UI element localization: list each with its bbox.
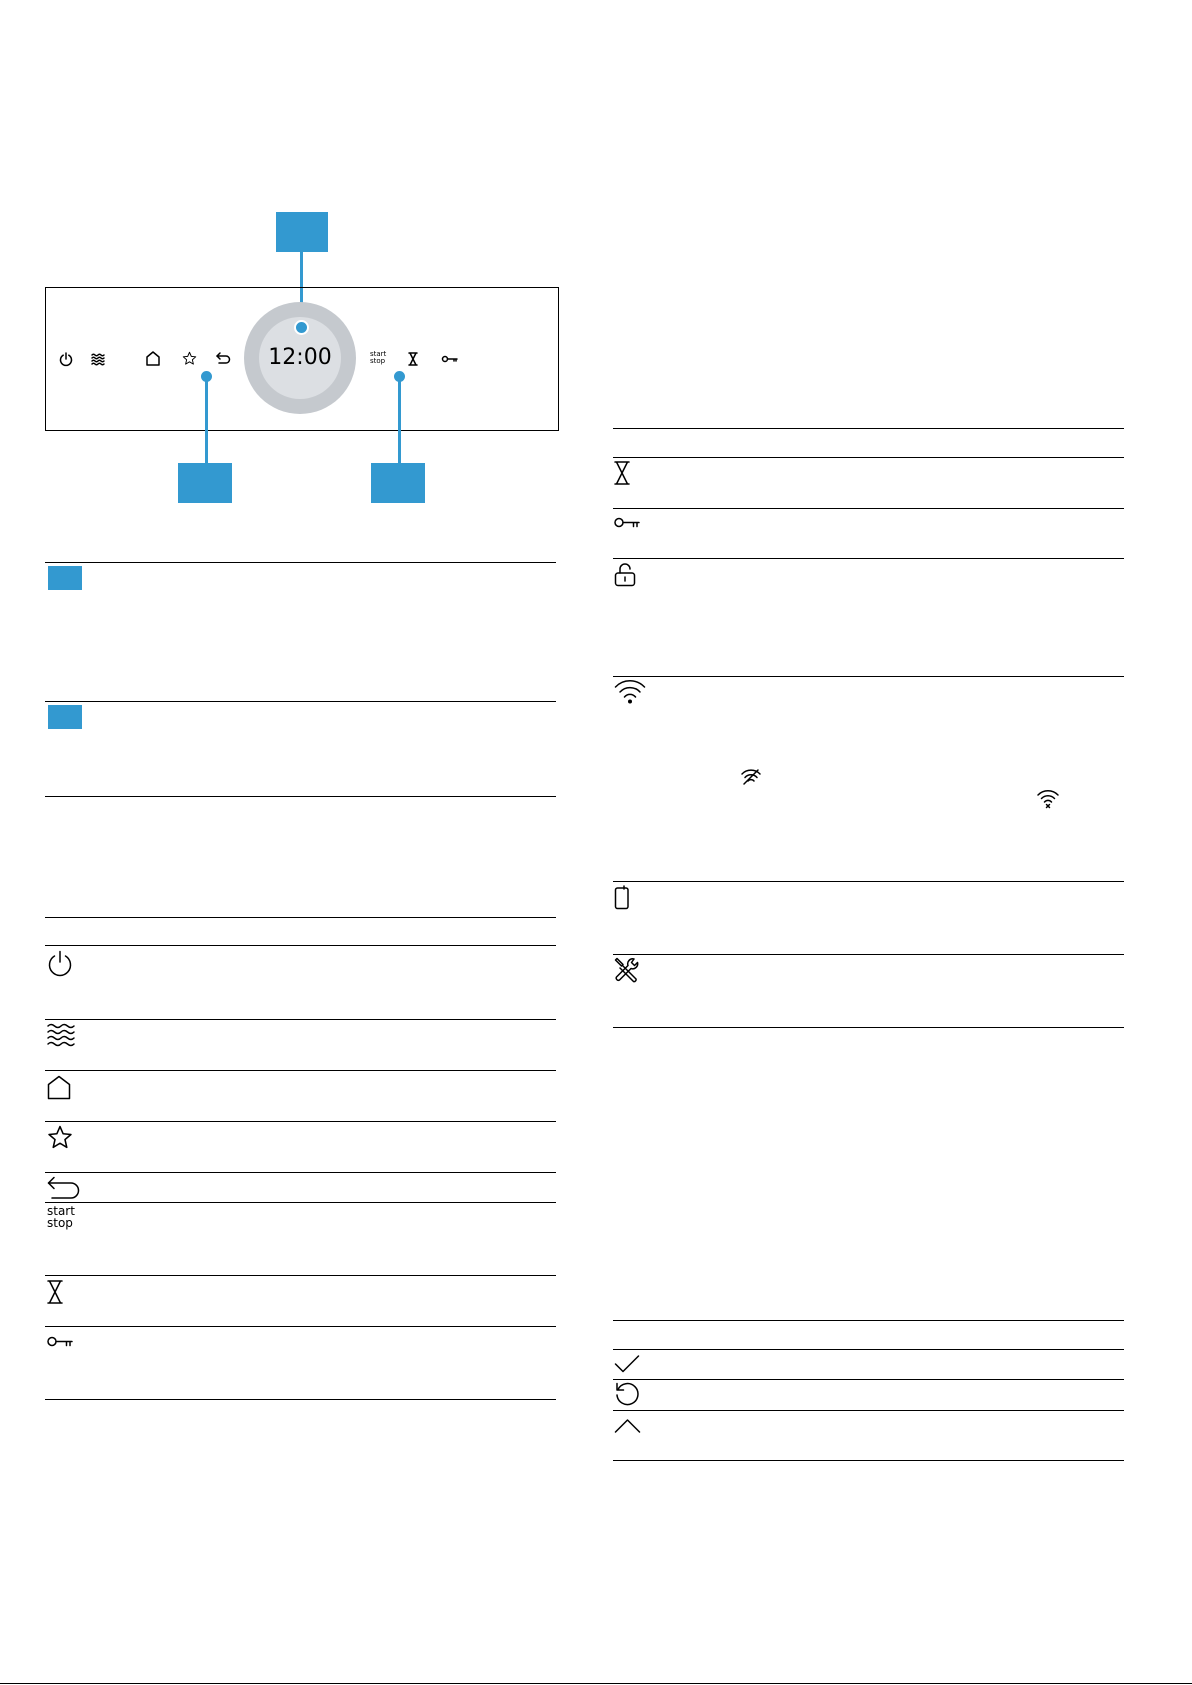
divider <box>613 881 1124 882</box>
wifi-off-icon <box>741 769 761 785</box>
callout-dial-dot <box>294 320 309 335</box>
callout-right <box>371 463 425 503</box>
divider <box>613 1027 1124 1028</box>
divider <box>45 701 556 702</box>
divider <box>613 1410 1124 1411</box>
steam-icon <box>47 1023 75 1047</box>
divider <box>613 676 1124 677</box>
wifi-icon <box>614 679 646 704</box>
table-header-bottom <box>613 457 1124 458</box>
control-panel <box>45 287 559 431</box>
dial-ring[interactable] <box>244 302 356 414</box>
divider <box>613 1460 1124 1461</box>
star-icon <box>47 1125 73 1150</box>
back-icon[interactable] <box>216 352 231 365</box>
start-stop-icon <box>47 1205 75 1229</box>
callout-dial <box>276 212 328 252</box>
table-header-top <box>613 428 1124 429</box>
phone-icon <box>614 885 630 910</box>
table-header-bottom <box>45 945 556 946</box>
divider <box>613 954 1124 955</box>
legend-marker-1 <box>48 566 82 590</box>
reset-icon <box>614 1381 640 1407</box>
divider <box>45 1121 556 1122</box>
home-icon <box>47 1075 71 1100</box>
key-icon <box>614 517 640 529</box>
footer-rule <box>0 1683 1192 1684</box>
divider <box>613 1379 1124 1380</box>
start-stop-button[interactable] <box>370 351 386 365</box>
check-icon <box>614 1354 640 1374</box>
wifi-error-icon <box>1037 790 1059 808</box>
legend-marker-2 <box>48 705 82 729</box>
divider <box>45 1019 556 1020</box>
power-icon <box>47 950 73 976</box>
divider <box>45 1275 556 1276</box>
callout-left-line <box>205 380 208 463</box>
start-label: start <box>47 1204 75 1218</box>
power-icon[interactable] <box>59 352 73 366</box>
table-header-top <box>613 1320 1124 1321</box>
callout-left <box>178 463 232 503</box>
divider <box>45 1399 556 1400</box>
callout-right-line <box>398 380 401 463</box>
divider <box>613 558 1124 559</box>
clock-display: 12:00 <box>268 345 332 370</box>
star-icon[interactable] <box>182 351 197 366</box>
divider <box>45 1172 556 1173</box>
table-header-top <box>45 917 556 918</box>
divider <box>45 796 556 797</box>
hourglass-icon <box>614 461 630 485</box>
divider <box>45 562 556 563</box>
start-label: start <box>370 350 387 358</box>
back-icon <box>47 1176 79 1199</box>
key-icon <box>47 1336 73 1348</box>
table-header-bottom <box>613 1349 1124 1350</box>
hourglass-icon[interactable] <box>408 352 418 366</box>
stop-label: stop <box>47 1216 73 1230</box>
hourglass-icon <box>47 1280 63 1304</box>
home-icon[interactable] <box>146 351 160 366</box>
divider <box>45 1202 556 1203</box>
lock-icon <box>614 563 636 587</box>
stop-label: stop <box>370 357 386 365</box>
chevron-up-icon <box>614 1418 641 1434</box>
key-icon[interactable] <box>442 355 458 363</box>
divider <box>45 1070 556 1071</box>
tools-icon <box>614 957 640 983</box>
divider <box>45 1326 556 1327</box>
steam-icon[interactable] <box>91 353 105 365</box>
divider <box>613 508 1124 509</box>
